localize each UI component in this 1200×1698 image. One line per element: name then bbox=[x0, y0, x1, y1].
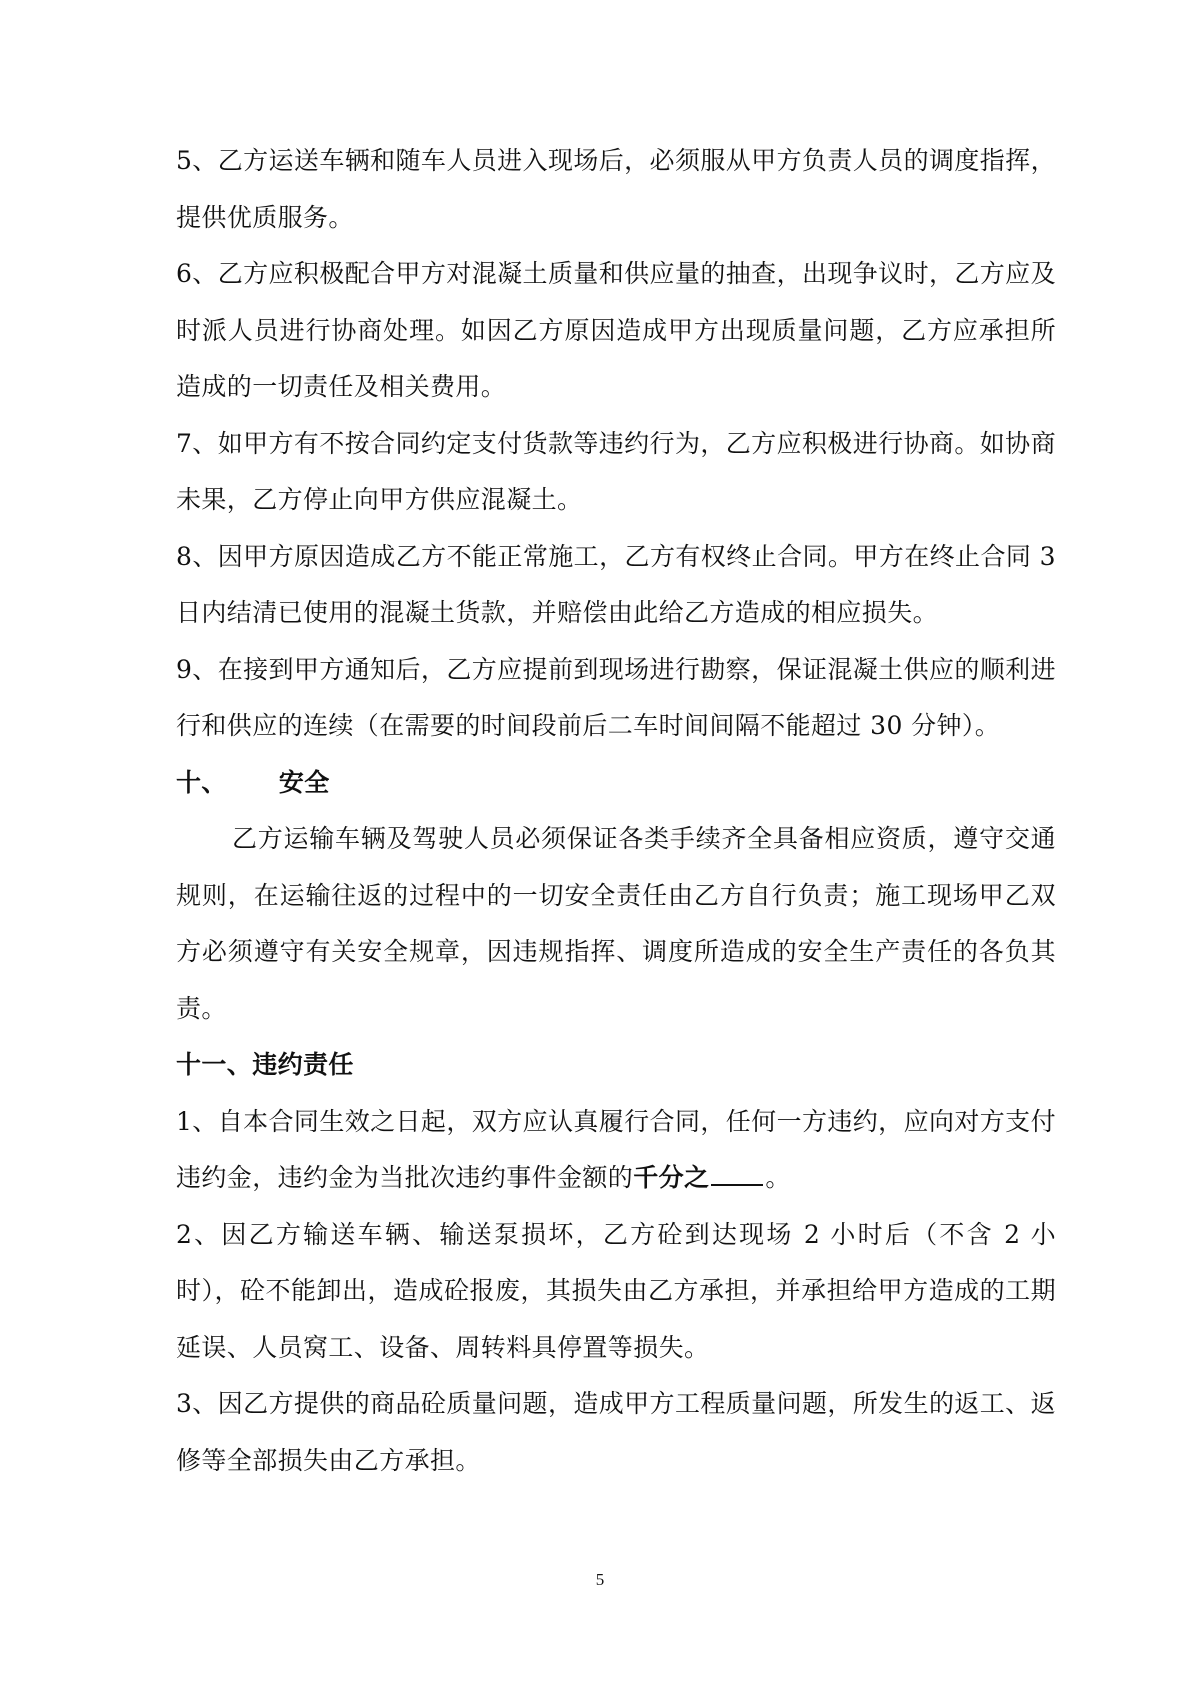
section-heading-liability: 十一、违约责任 bbox=[176, 1050, 354, 1079]
section-heading-safety bbox=[176, 755, 1056, 812]
clause-item-8: 8、因甲方原因造成乙方不能正常施工，乙方有权终止合同。甲方在终止合同 3 日内结清已使用的混凝土货款，并赔偿由此给乙方造成的相应损失。 bbox=[176, 541, 1056, 627]
fill-in-blank bbox=[711, 1164, 763, 1186]
safety-paragraph: 乙方运输车辆及驾驶人员必须保证各类手续齐全具备相应资质，遵守交通规则，在运输往返的过程中的一切安全责任由乙方自行负责；施工现场甲乙双方必须遵守有关安全规章，因违规指挥、调度所造成的安全生产责任的各负其责。 bbox=[176, 824, 1056, 1023]
clause-item-9: 9、在接到甲方通知后，乙方应提前到现场进行勘察，保证混凝土供应的顺利进行和供应的连续（在需要的时间段前后二车时间间隔不能超过 30 分钟）。 bbox=[176, 654, 1056, 740]
clause-item-5: 5、乙方运送车辆和随车人员进入现场后，必须服从甲方负责人员的调度指挥，提供优质服务。 bbox=[176, 146, 1056, 232]
page-number: 5 bbox=[595, 1570, 605, 1589]
section-title: 安全 bbox=[278, 767, 330, 797]
liability-item-1-text: 1、自本合同生效之日起，双方应认真履行合同，任何一方违约，应向对方支付违约金，违约金为当批次违约事件金额的 bbox=[176, 1106, 1056, 1192]
liability-item-1-end: 。 bbox=[765, 1163, 791, 1192]
liability-item-3: 3、因乙方提供的商品砼质量问题，造成甲方工程质量问题，所发生的返工、返修等全部损失由乙方承担。 bbox=[176, 1389, 1056, 1475]
section-number: 十、 bbox=[176, 767, 227, 797]
clause-item-7: 7、如甲方有不按合同约定支付货款等违约行为，乙方应积极进行协商。如协商未果，乙方停止向甲方供应混凝土。 bbox=[176, 428, 1056, 514]
contract-body bbox=[176, 133, 1056, 1489]
liability-item-2: 2、因乙方输送车辆、输送泵损坏，乙方砼到达现场 2 小时后（不含 2 小时），砼不能卸出，造成砼报废，其损失由乙方承担，并承担给甲方造成的工期延误、人员窝工、设备、周转料具停置等损失。 bbox=[176, 1219, 1056, 1362]
liability-item-1 bbox=[176, 1094, 1056, 1207]
clause-item-6: 6、乙方应积极配合甲方对混凝土质量和供应量的抽查，出现争议时，乙方应及时派人员进行协商处理。如因乙方原因造成甲方出现质量问题，乙方应承担所造成的一切责任及相关费用。 bbox=[176, 259, 1056, 401]
ratio-label: 千分之 bbox=[633, 1163, 710, 1192]
